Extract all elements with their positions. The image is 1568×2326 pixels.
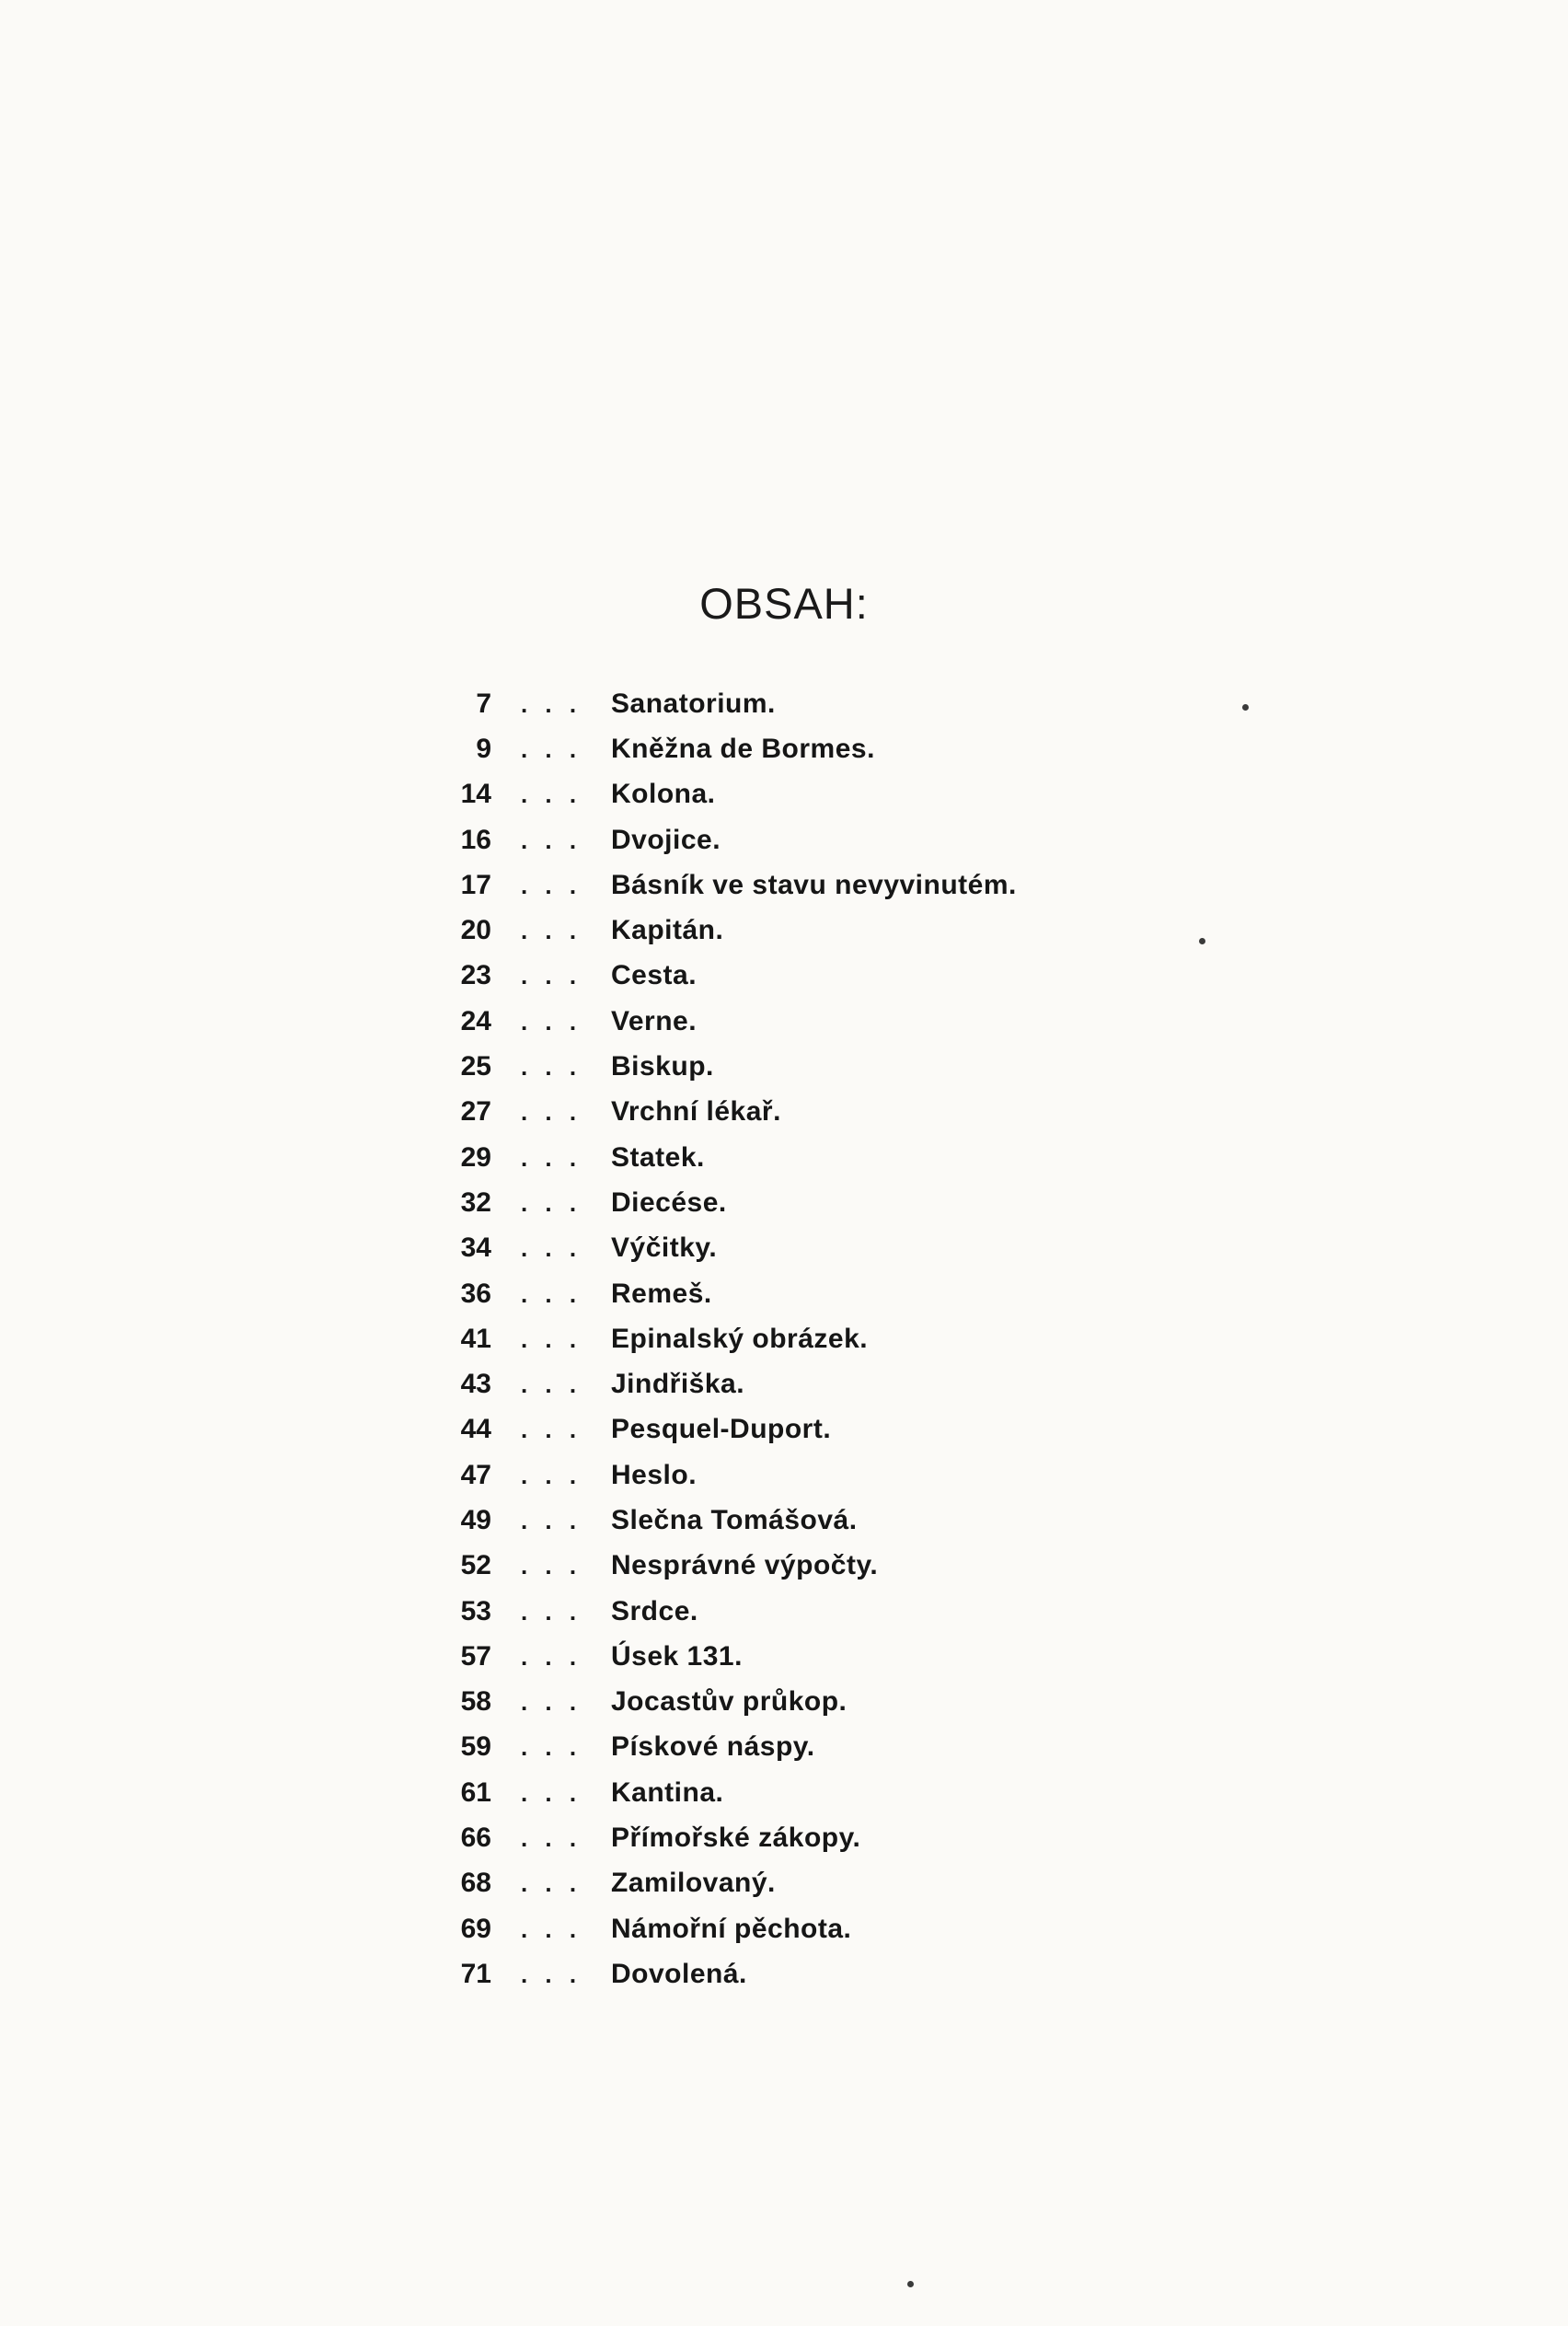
toc-entry — [431, 1951, 1185, 1996]
toc-page-number: 7 — [476, 688, 491, 719]
toc-leader-dots: . . . — [520, 1597, 582, 1626]
toc-page-number: 58 — [460, 1686, 491, 1718]
toc-entry — [431, 1815, 1185, 1860]
toc-chapter-title: Kantina. — [611, 1776, 724, 1808]
toc-page-number: 53 — [460, 1595, 491, 1626]
toc-page-number: 16 — [460, 824, 491, 855]
toc-entry — [431, 954, 1185, 999]
toc-chapter-title: Námořní pěchota. — [611, 1913, 852, 1944]
toc-leader-dots: . . . — [520, 1552, 582, 1580]
toc-chapter-title: Dovolená. — [611, 1958, 747, 1989]
toc-leader-dots: . . . — [520, 871, 582, 899]
toc-entry — [431, 772, 1185, 817]
toc-leader-dots: . . . — [520, 689, 582, 718]
toc-page-number: 34 — [460, 1232, 491, 1264]
toc-leader-dots: . . . — [520, 1869, 582, 1898]
toc-chapter-title: Cesta. — [611, 960, 698, 991]
toc-page-number: 49 — [460, 1504, 491, 1535]
toc-entry — [431, 862, 1185, 908]
toc-leader-dots: . . . — [520, 1007, 582, 1036]
toc-page-number: 32 — [460, 1186, 491, 1218]
toc-page-number: 20 — [460, 915, 491, 946]
toc-page-number: 24 — [460, 1005, 491, 1036]
toc-leader-dots: . . . — [520, 1824, 582, 1853]
toc-leader-dots: . . . — [520, 1778, 582, 1807]
toc-page-number: 66 — [460, 1823, 491, 1854]
toc-page-number: 9 — [476, 733, 491, 764]
toc-entry — [431, 908, 1185, 953]
toc-chapter-title: Epinalský obrázek. — [611, 1323, 869, 1354]
toc-leader-dots: . . . — [520, 1234, 582, 1263]
toc-leader-dots: . . . — [520, 917, 582, 945]
toc-page-number: 68 — [460, 1868, 491, 1899]
toc-leader-dots: . . . — [520, 1642, 582, 1671]
toc-page-number: 57 — [460, 1640, 491, 1672]
toc-entry — [431, 1180, 1185, 1225]
toc-entry — [431, 1634, 1185, 1679]
toc-page-number: 71 — [460, 1958, 491, 1989]
toc-chapter-title: Slečna Tomášová. — [611, 1504, 858, 1535]
toc-chapter-title: Heslo. — [611, 1459, 698, 1490]
toc-page-number: 61 — [460, 1776, 491, 1808]
toc-leader-dots: . . . — [520, 1960, 582, 1988]
toc-chapter-title: Diecése. — [611, 1186, 727, 1218]
toc-page-number: 69 — [460, 1913, 491, 1944]
toc-leader-dots: . . . — [520, 1325, 582, 1353]
toc-chapter-title: Biskup. — [611, 1051, 714, 1082]
toc-page-number: 44 — [460, 1414, 491, 1445]
toc-entry — [431, 999, 1185, 1044]
toc-chapter-title: Verne. — [611, 1005, 698, 1036]
toc-chapter-title: Nesprávné výpočty. — [611, 1550, 879, 1581]
toc-leader-dots: . . . — [520, 735, 582, 763]
toc-page-number: 25 — [460, 1051, 491, 1082]
toc-page-number: 59 — [460, 1731, 491, 1763]
toc-leader-dots: . . . — [520, 1098, 582, 1127]
toc-leader-dots: . . . — [520, 1915, 582, 1943]
toc-leader-dots: . . . — [520, 1053, 582, 1082]
ink-speck — [907, 2281, 914, 2287]
toc-entry — [431, 1271, 1185, 1316]
page-title: OBSAH: — [699, 579, 869, 628]
toc-chapter-title: Kapitán. — [611, 915, 724, 946]
toc-chapter-title: Sanatorium. — [611, 688, 776, 719]
toc-entry — [431, 1316, 1185, 1361]
toc-entry — [431, 1906, 1185, 1951]
toc-page-number: 36 — [460, 1278, 491, 1309]
toc-entry — [431, 726, 1185, 771]
toc-chapter-title: Pesquel-Duport. — [611, 1414, 832, 1445]
toc-chapter-title: Vrchní lékař. — [611, 1096, 781, 1128]
toc-chapter-title: Pískové náspy. — [611, 1731, 815, 1763]
toc-entry — [431, 1135, 1185, 1180]
ink-speck — [1242, 704, 1249, 711]
toc-entry — [431, 1361, 1185, 1406]
toc-leader-dots: . . . — [520, 826, 582, 854]
toc-entry — [431, 1407, 1185, 1452]
toc-page-number: 14 — [460, 779, 491, 810]
toc-page-number: 41 — [460, 1323, 491, 1354]
toc-chapter-title: Remeš. — [611, 1278, 712, 1309]
toc-page-number: 27 — [460, 1096, 491, 1128]
toc-leader-dots: . . . — [520, 1416, 582, 1444]
toc-page-number: 43 — [460, 1369, 491, 1400]
toc-entry — [431, 1725, 1185, 1770]
toc-leader-dots: . . . — [520, 781, 582, 809]
toc-entry — [431, 1452, 1185, 1498]
toc-entry — [431, 1498, 1185, 1543]
toc-chapter-title: Básník ve stavu nevyvinutém. — [611, 869, 1017, 900]
table-of-contents — [431, 681, 1185, 1997]
toc-leader-dots: . . . — [520, 1733, 582, 1762]
toc-leader-dots: . . . — [520, 962, 582, 990]
toc-page-number: 23 — [460, 960, 491, 991]
toc-entry — [431, 1589, 1185, 1634]
toc-chapter-title: Srdce. — [611, 1595, 698, 1626]
toc-entry — [431, 1770, 1185, 1815]
toc-chapter-title: Kněžna de Bormes. — [611, 733, 875, 764]
toc-entry — [431, 1861, 1185, 1906]
toc-leader-dots: . . . — [520, 1188, 582, 1217]
toc-entry — [431, 681, 1185, 726]
toc-page-number: 52 — [460, 1550, 491, 1581]
toc-page-number: 17 — [460, 869, 491, 900]
toc-leader-dots: . . . — [520, 1461, 582, 1489]
toc-entry — [431, 1044, 1185, 1089]
toc-entry — [431, 1680, 1185, 1725]
toc-page-number: 47 — [460, 1459, 491, 1490]
toc-chapter-title: Jocastův průkop. — [611, 1686, 847, 1718]
toc-chapter-title: Výčitky. — [611, 1232, 718, 1264]
toc-leader-dots: . . . — [520, 1143, 582, 1172]
toc-entry — [431, 1090, 1185, 1135]
toc-leader-dots: . . . — [520, 1688, 582, 1717]
toc-chapter-title: Statek. — [611, 1141, 705, 1173]
toc-chapter-title: Přímořské zákopy. — [611, 1823, 861, 1854]
toc-chapter-title: Jindřiška. — [611, 1369, 745, 1400]
toc-leader-dots: . . . — [520, 1371, 582, 1399]
toc-chapter-title: Dvojice. — [611, 824, 721, 855]
toc-entry — [431, 1544, 1185, 1589]
toc-entry — [431, 1226, 1185, 1271]
toc-chapter-title: Úsek 131. — [611, 1640, 743, 1672]
ink-speck — [1199, 938, 1205, 944]
toc-leader-dots: . . . — [520, 1279, 582, 1308]
toc-chapter-title: Kolona. — [611, 779, 716, 810]
toc-leader-dots: . . . — [520, 1506, 582, 1534]
toc-page-number: 29 — [460, 1141, 491, 1173]
toc-entry — [431, 817, 1185, 862]
toc-chapter-title: Zamilovaný. — [611, 1868, 776, 1899]
